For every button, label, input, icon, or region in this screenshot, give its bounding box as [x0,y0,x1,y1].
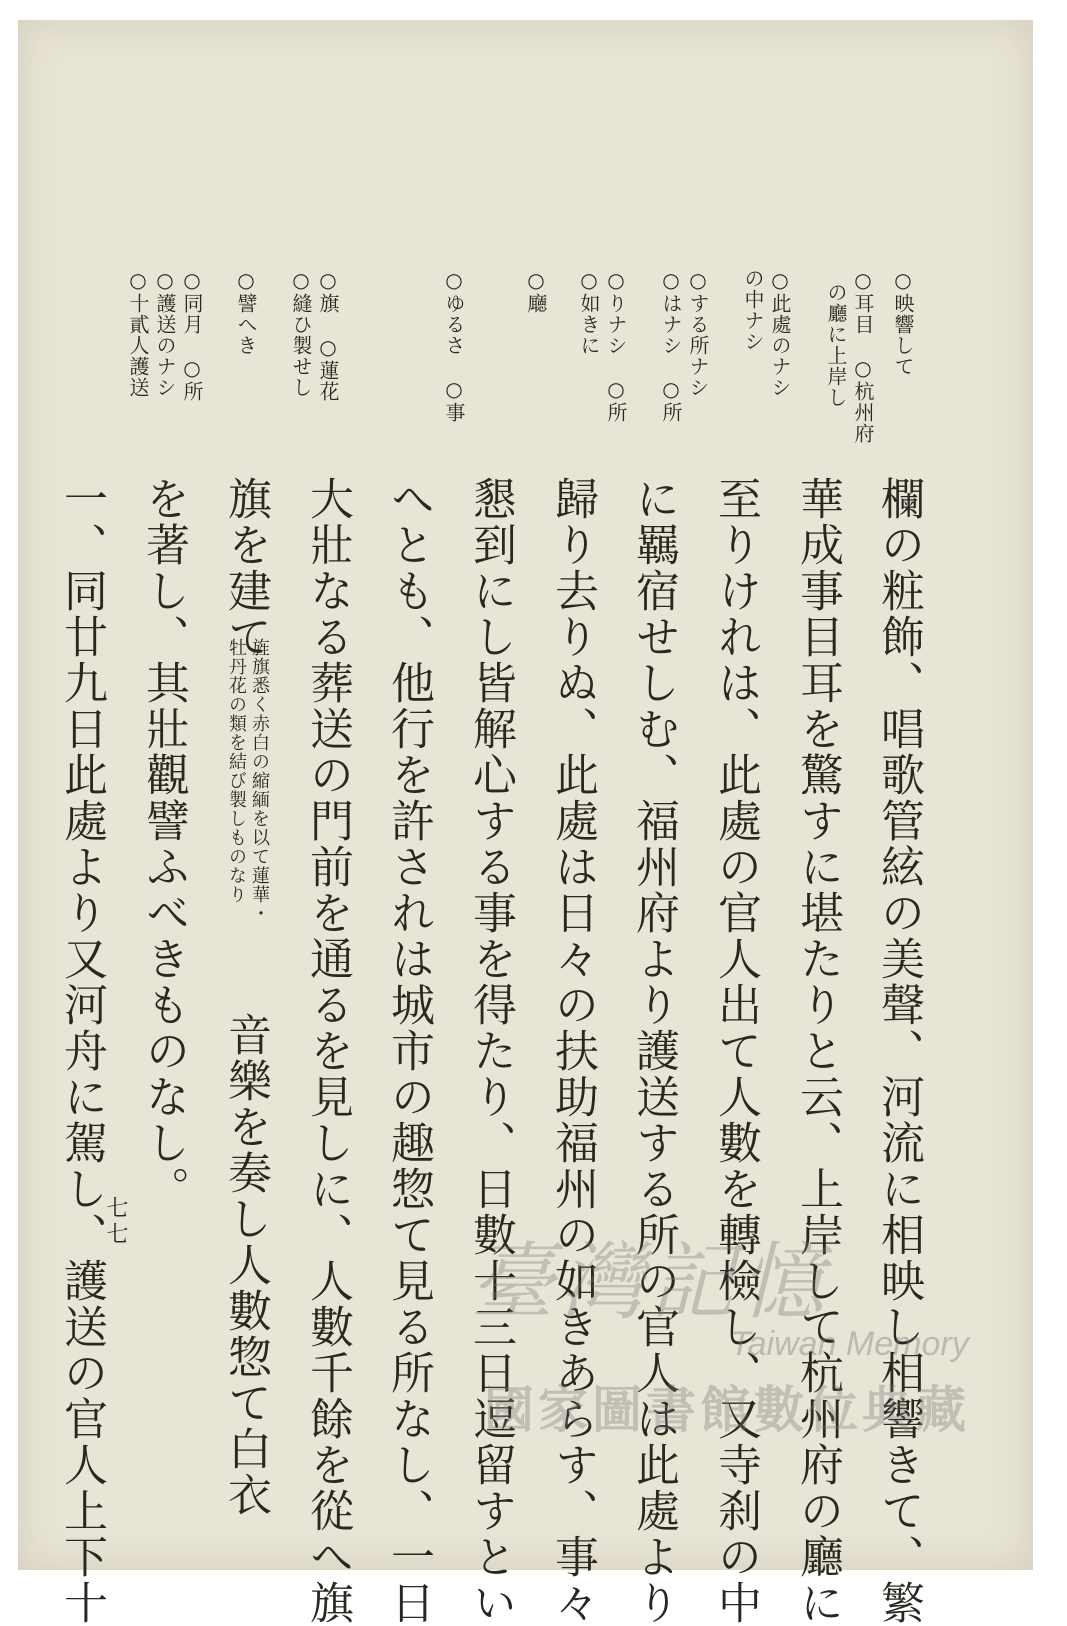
watermark-script: 臺灣記憶 [470,1233,831,1331]
note-column: ○ゆるさ ○事 [442,268,466,423]
note-column: ○する所ナシ [686,268,710,398]
note-column: ○はナシ ○所 [659,268,683,423]
watermark-english: Taiwan Memory [730,1325,969,1363]
main-text-column: 一、同廿九日此處より又河舟に駕し、護送の官人上下十 [56,476,107,1626]
note-column: ○旗 ○蓮花 [316,268,340,402]
main-text-column: 至りけれは、此處の官人出て人數を轉檢し、又寺刹の中 [710,476,761,1626]
main-text-column: 華成事目耳を驚すに堪たりと云、上岸して杭州府の廳に [792,476,843,1626]
note-column: の中ナシ [741,268,765,352]
main-text-column: 音樂を奏し人數惣て白衣 [220,1012,271,1518]
main-text-column: を著し、其壯觀譬ふべきものなし。 [138,476,189,1212]
note-column: ○耳目 ○杭州府 [851,268,875,444]
note-column: の廳に上岸し [824,282,848,408]
note-column: ○廰 [524,268,548,314]
note-column: ○十貳人護送 [126,268,150,398]
note-column: ○如きに [577,268,601,356]
main-text-column: 大壯なる葬送の門前を通るを見しに、人數千餘を從へ旗 [302,476,353,1626]
page-number: 七七 [103,1196,128,1248]
main-text-column: 欄の粧飾、唱歌管絃の美聲、河流に相映し相響きて、繁 [873,476,924,1626]
note-column: ○縫ひ製せし [289,268,313,398]
note-column: ○りナシ ○所 [604,268,628,423]
note-column: ○映響して [891,268,915,377]
note-column: ○同月 ○所 [180,268,204,402]
inline-note-line: 牡丹花の類を結び製しものなり [226,638,247,904]
main-text-column: 旗を建て [220,476,271,660]
main-text-column: へとも、他行を許されは城市の趣惣て見る所なし、一日 [383,476,434,1626]
main-text-column: に羈宿せしむ、福州府より護送する所の官人は此處より [628,476,679,1626]
watermark-institution: 國家圖書館數位典藏 [484,1381,970,1439]
inline-note-line: 旌旗悉く赤白の縮緬を以て蓮華・ [249,638,270,923]
note-column: ○護送のナシ [153,268,177,398]
main-text-column: 歸り去りぬ、此處は日々の扶助福州の如きあらす、事々 [547,476,598,1626]
note-column: ○譬へき [234,268,258,356]
note-column: ○此處のナシ [768,268,792,398]
main-text-column: 懇到にし皆解心する事を得たり、日數十三日逗留すとい [465,476,516,1626]
